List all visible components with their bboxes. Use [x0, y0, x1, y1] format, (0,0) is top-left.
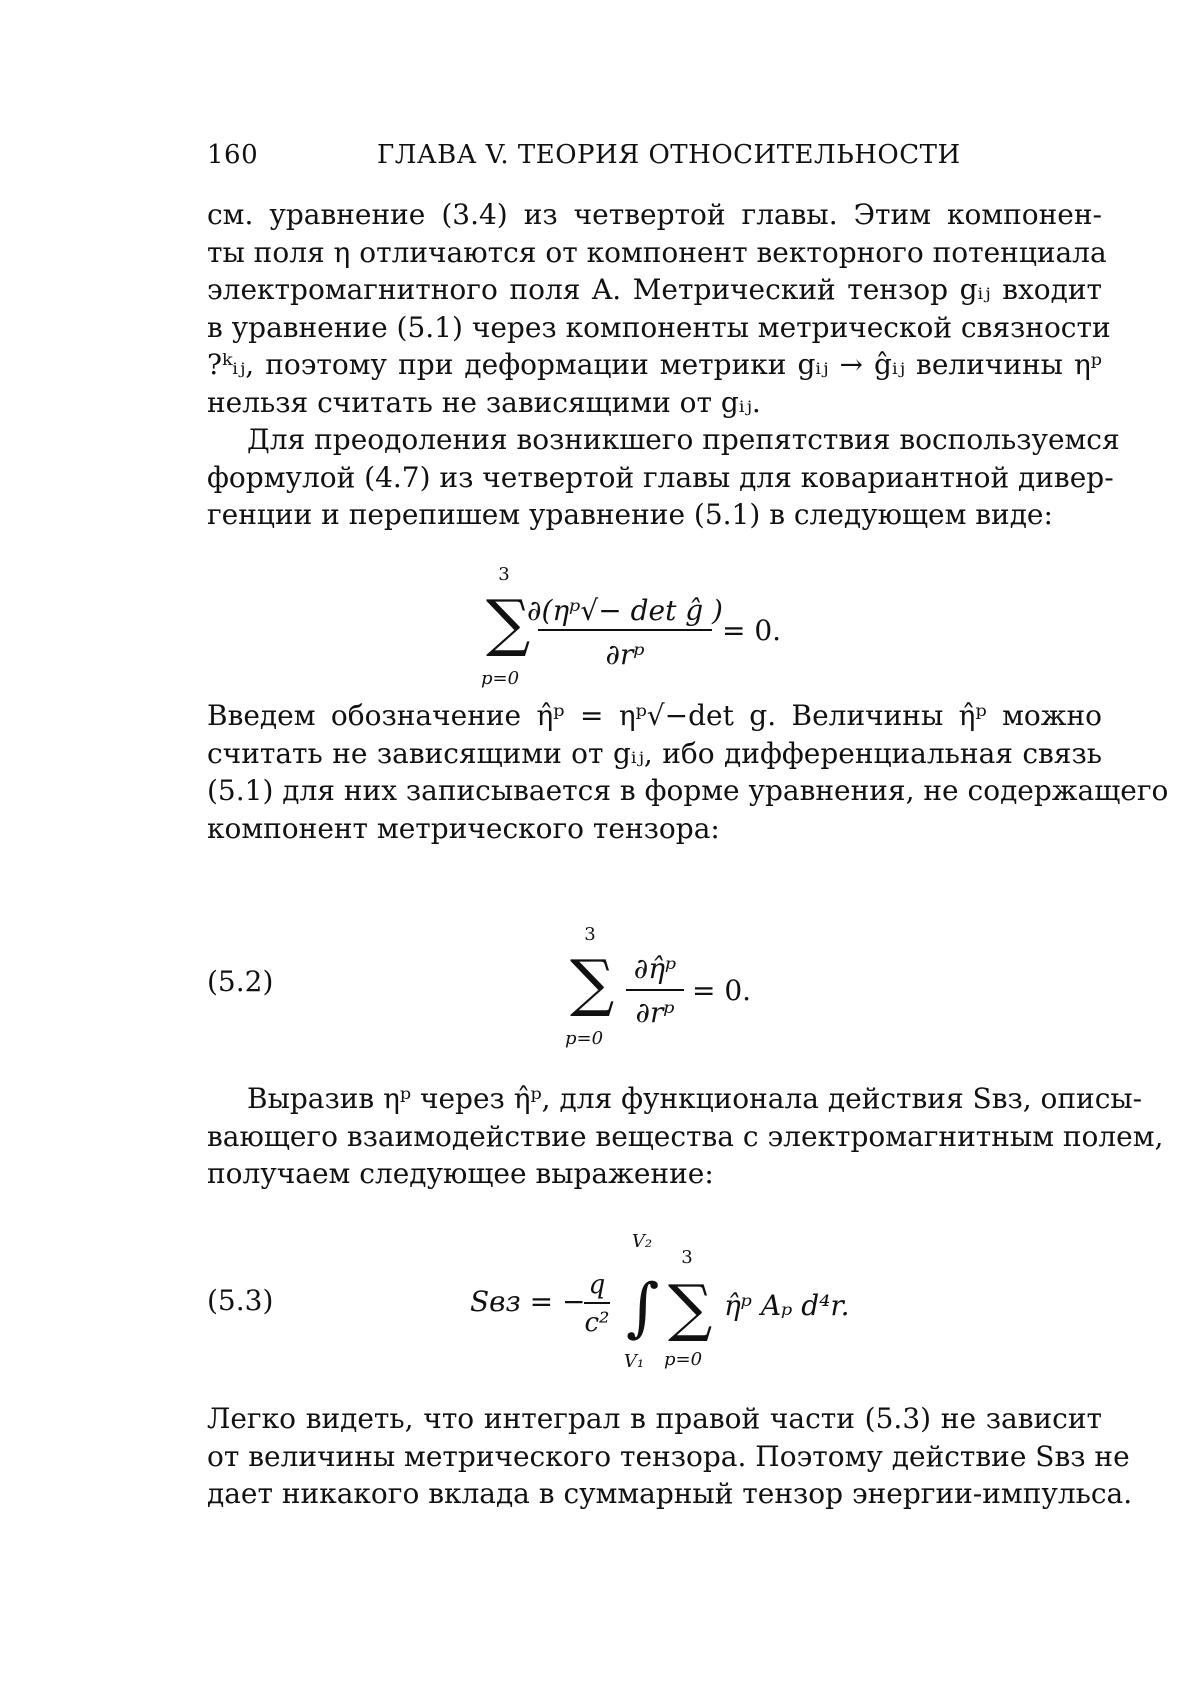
- sum-sign: ∑: [668, 1271, 713, 1344]
- paragraph-3: [207, 697, 1169, 847]
- text-line: Выразив ηᵖ через η̂ᵖ, для функционала действия Sвз, описы-: [247, 1082, 1143, 1115]
- equation-number-5-3: (5.3): [207, 1284, 274, 1317]
- sum-lower-limit: p=0: [663, 1349, 703, 1370]
- equation-5-2: [560, 920, 760, 1050]
- equation-rhs: = 0.: [722, 614, 782, 647]
- text-line: в уравнение (5.1) через компоненты метрической связности: [207, 310, 1111, 344]
- equation-divergence: [470, 560, 830, 690]
- text-line: Для преодоления возникшего препятствия воспользуемся: [247, 423, 1120, 456]
- lhs-action: Sвз = −: [470, 1285, 586, 1318]
- sum-upper-limit: 3: [681, 1247, 693, 1268]
- text-line: считать не зависящими от gᵢⱼ, ибо дифференциальная связь: [207, 736, 1102, 770]
- text-line: электромагнитного поля A. Метрический тензор gᵢⱼ входит: [207, 273, 1102, 306]
- fraction-numerator: ∂(ηᵖ√− det ĝ ): [527, 594, 723, 627]
- text-line: генции и перепишем уравнение (5.1) в следующем виде:: [207, 498, 1053, 531]
- text-line: ты поля η отличаются от компонент векторного потенциала: [207, 235, 1107, 269]
- text-line: компонент метрического тензора:: [207, 811, 720, 845]
- equation-number-5-2: (5.2): [207, 965, 274, 998]
- sum-upper-limit: 3: [498, 564, 510, 585]
- text-line: ?ᵏᵢⱼ, поэтому при деформации метрики gᵢⱼ → ĝᵢⱼ величины ηᵖ: [207, 348, 1102, 381]
- paragraph-5: [207, 1400, 1133, 1513]
- fraction-denominator: ∂rᵖ: [635, 996, 675, 1029]
- sum-lower-limit: p=0: [480, 668, 520, 689]
- text-line: (5.1) для них записывается в форме уравнения, не содержащего: [207, 774, 1169, 807]
- paragraph-1: [207, 196, 1111, 421]
- sum-lower-limit: p=0: [564, 1028, 604, 1049]
- paragraph-4: [207, 1080, 1164, 1193]
- running-header: [207, 140, 1102, 176]
- page-number: 160: [207, 140, 259, 170]
- integral-upper-limit: V₂: [631, 1231, 653, 1252]
- text-line: Введем обозначение η̂ᵖ = ηᵖ√−det g. Величины η̂ᵖ можно: [207, 699, 1102, 732]
- text-line: от величины метрического тензора. Поэтому действие Sвз не: [207, 1439, 1130, 1473]
- fraction-denominator: ∂rᵖ: [605, 638, 645, 671]
- fraction-numerator: ∂η̂ᵖ: [633, 952, 677, 985]
- integrand: η̂ᵖ Aₚ d⁴r.: [724, 1289, 850, 1322]
- paragraph-2: [207, 421, 1120, 534]
- integral-sign: ∫: [626, 1271, 660, 1345]
- fraction-denominator: c²: [584, 1308, 610, 1338]
- text-line: формулой (4.7) из четвертой главы для ковариантной дивер-: [207, 460, 1114, 494]
- text-line: нельзя считать не зависящими от gᵢⱼ.: [207, 385, 761, 419]
- text-line: вающего взаимодействие вещества с электромагнитным полем,: [207, 1119, 1164, 1153]
- text-line: получаем следующее выражение:: [207, 1157, 714, 1190]
- text-line: см. уравнение (3.4) из четвертой главы. Этим компонен-: [207, 198, 1102, 231]
- sum-upper-limit: 3: [584, 924, 596, 945]
- chapter-title: ГЛАВА V. ТЕОРИЯ ОТНОСИТЕЛЬНОСТИ: [377, 140, 961, 170]
- fraction-numerator: q: [588, 1270, 606, 1300]
- text-line: Легко видеть, что интеграл в правой части (5.3) не зависит: [207, 1402, 1102, 1435]
- sum-sign: ∑: [570, 946, 615, 1019]
- equation-5-3: [470, 1225, 870, 1375]
- sum-sign: ∑: [486, 586, 531, 659]
- equation-rhs: = 0.: [692, 974, 752, 1007]
- text-line: дает никакого вклада в суммарный тензор энергии-импульса.: [207, 1477, 1133, 1510]
- integral-lower-limit: V₁: [623, 1351, 645, 1372]
